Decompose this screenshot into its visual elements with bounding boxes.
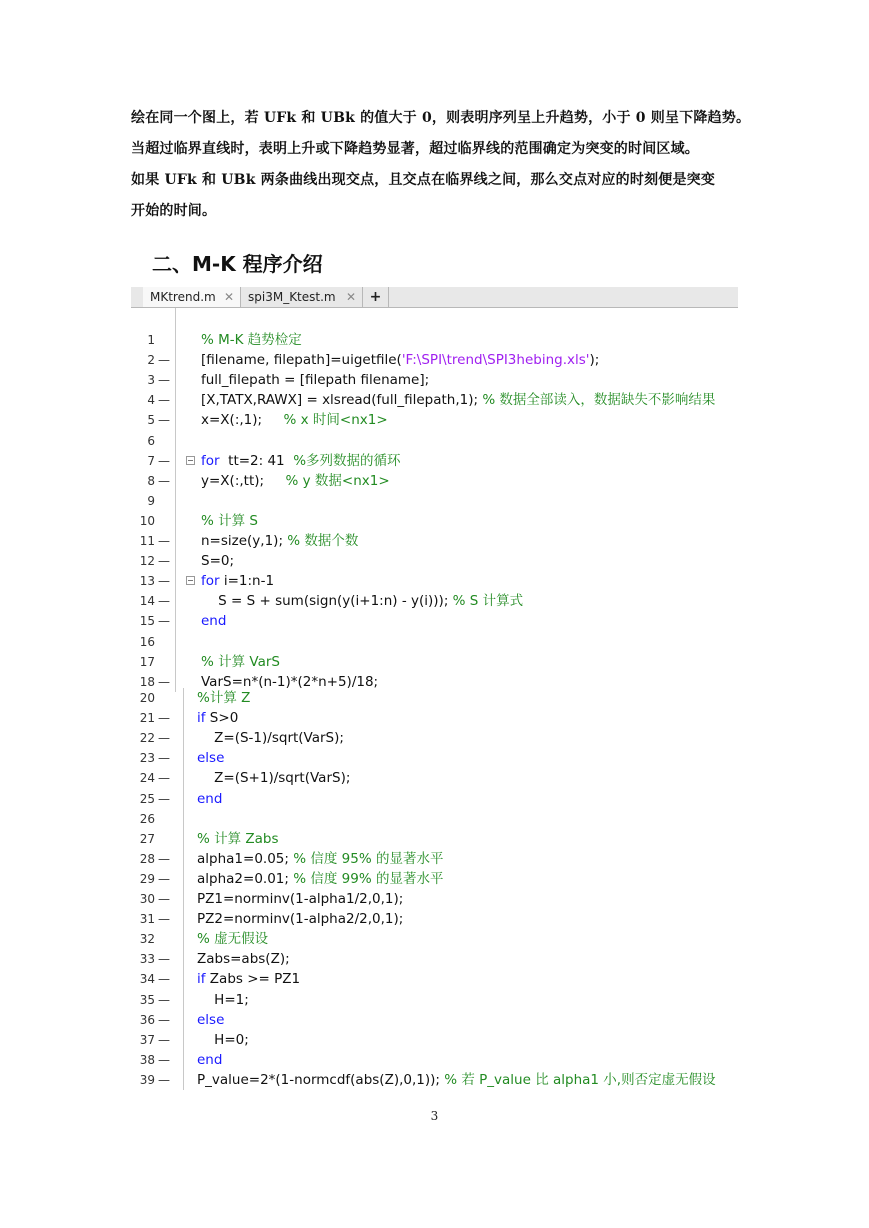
- code-text: [197, 829, 279, 849]
- code-keyword: else: [197, 750, 225, 767]
- tab-spi3m-ktest[interactable]: [241, 287, 363, 307]
- code-line[interactable]: [131, 929, 738, 949]
- code-string: 'F:\SPI\trend\SPI3hebing.xls': [401, 352, 590, 369]
- line-number: 7: [147, 453, 155, 468]
- code-comment: % y 数据<nx1>: [285, 472, 390, 489]
- breakpoint-marker[interactable]: —: [158, 711, 170, 726]
- code-comment: % 虚无假设: [197, 931, 269, 948]
- line-number: 2: [147, 353, 155, 368]
- line-number: 5: [147, 413, 155, 428]
- code-keyword: end: [197, 1051, 223, 1068]
- code-line[interactable]: [131, 748, 738, 768]
- code-line[interactable]: [131, 652, 738, 672]
- code-text: [201, 330, 302, 350]
- code-line[interactable]: [131, 451, 738, 471]
- code-text: [197, 909, 403, 929]
- code-comment: % M-K 趋势检定: [201, 332, 302, 348]
- code-text: [197, 1030, 249, 1050]
- code-line[interactable]: [131, 789, 738, 809]
- line-number: 10: [139, 513, 155, 528]
- breakpoint-marker[interactable]: —: [158, 353, 170, 368]
- code-line[interactable]: [131, 1010, 738, 1030]
- code-text: [197, 768, 350, 788]
- breakpoint-marker[interactable]: —: [158, 674, 170, 689]
- code-keyword: for: [201, 573, 220, 590]
- line-number: 3: [147, 373, 155, 388]
- breakpoint-marker[interactable]: —: [158, 731, 170, 746]
- line-number: 32: [139, 932, 155, 947]
- code-comment: % 计算 VarS: [201, 653, 280, 670]
- code-line[interactable]: [131, 370, 738, 390]
- code-line[interactable]: [131, 611, 738, 631]
- code-line[interactable]: [131, 849, 738, 869]
- line-number: 36: [139, 1012, 155, 1027]
- code-comment: % 若 P_value 比 alpha1 小,则否定虚无假设: [444, 1071, 716, 1088]
- line-number: 18: [139, 674, 155, 689]
- code-text: [197, 929, 268, 949]
- breakpoint-marker[interactable]: —: [158, 791, 170, 806]
- fold-toggle-icon[interactable]: [186, 576, 195, 585]
- line-number: 1: [147, 333, 155, 347]
- code-line[interactable]: [131, 431, 738, 451]
- code-keyword: end: [201, 613, 227, 630]
- code-block-1: [131, 308, 738, 690]
- code-token: tt=2: 41: [219, 452, 294, 469]
- code-comment: % 数据全部读入，数据缺失不影响结果: [482, 392, 716, 409]
- code-token: H=1;: [197, 991, 249, 1008]
- line-number: 35: [139, 992, 155, 1007]
- code-token: y=X(:,tt);: [201, 472, 286, 489]
- code-keyword: if: [197, 971, 206, 988]
- line-number: 20: [139, 691, 155, 705]
- code-keyword: else: [197, 1011, 225, 1028]
- code-text: [197, 1050, 222, 1070]
- code-line[interactable]: [131, 511, 738, 531]
- breakpoint-marker[interactable]: —: [158, 473, 170, 488]
- code-line[interactable]: [131, 632, 738, 652]
- code-comment: % S 计算式: [452, 593, 524, 610]
- code-text: [201, 410, 388, 430]
- code-token: full_filepath = [filepath filename];: [201, 372, 430, 389]
- code-token: n=size(y,1);: [201, 533, 288, 549]
- code-token: i=1:n-1: [219, 573, 275, 590]
- line-number: 9: [147, 493, 155, 508]
- code-comment: % 计算 S: [201, 512, 258, 529]
- breakpoint-marker[interactable]: —: [158, 771, 170, 786]
- breakpoint-marker[interactable]: —: [158, 1012, 170, 1027]
- code-token: S=0;: [201, 553, 235, 570]
- line-number: 23: [139, 751, 155, 766]
- breakpoint-marker[interactable]: —: [158, 574, 170, 589]
- code-token: PZ1=norminv(1-alpha1/2,0,1);: [197, 891, 404, 907]
- line-number: 38: [139, 1052, 155, 1067]
- close-icon[interactable]: ✕: [223, 290, 234, 304]
- code-text: [201, 571, 274, 591]
- code-line[interactable]: [131, 809, 738, 829]
- breakpoint-marker[interactable]: —: [158, 554, 170, 569]
- code-token: Zabs=abs(Z);: [197, 951, 290, 968]
- code-text: [197, 889, 403, 909]
- line-number: 8: [147, 473, 155, 488]
- code-token: P_value=2*(1-normcdf(abs(Z),0,1));: [197, 1071, 445, 1088]
- breakpoint-marker[interactable]: —: [158, 1072, 170, 1087]
- code-line[interactable]: [131, 1030, 738, 1050]
- code-text: [201, 551, 234, 571]
- code-text: [197, 849, 443, 869]
- code-line[interactable]: [131, 551, 738, 571]
- code-token: S>0: [205, 710, 239, 727]
- code-line[interactable]: [131, 350, 738, 370]
- line-number: 28: [139, 851, 155, 866]
- line-number: 34: [139, 972, 155, 987]
- line-number: 39: [139, 1072, 155, 1087]
- code-line[interactable]: [131, 410, 738, 430]
- code-text: [201, 611, 226, 631]
- code-line[interactable]: [131, 531, 738, 551]
- code-line[interactable]: [131, 889, 738, 909]
- breakpoint-marker[interactable]: —: [158, 614, 170, 629]
- code-text: [201, 451, 401, 471]
- code-comment: % x 时间<nx1>: [283, 412, 388, 429]
- code-text: [197, 1070, 716, 1090]
- line-number: 22: [139, 731, 155, 746]
- tab-label: MKtrend.m: [150, 290, 216, 304]
- breakpoint-marker[interactable]: —: [158, 453, 170, 468]
- paragraph-line: 开始的时间。: [131, 203, 217, 219]
- line-number: 25: [139, 791, 155, 806]
- paragraph-line: 当超过临界直线时，表明上升或下降趋势显著，超过临界线的范围确定为突变的时间区域。: [131, 141, 699, 157]
- tab-label: spi3M_Ktest.m: [248, 290, 336, 304]
- code-text: [197, 949, 290, 969]
- line-number: 17: [139, 654, 155, 669]
- line-number: 14: [139, 594, 155, 609]
- code-text: [197, 990, 249, 1010]
- code-text: [197, 728, 344, 748]
- breakpoint-marker[interactable]: —: [158, 851, 170, 866]
- line-number: 15: [139, 614, 155, 629]
- breakpoint-marker[interactable]: —: [158, 393, 170, 408]
- page-number: 3: [430, 1109, 439, 1123]
- breakpoint-marker[interactable]: —: [158, 871, 170, 886]
- breakpoint-marker[interactable]: —: [158, 992, 170, 1007]
- line-number: 27: [139, 831, 155, 846]
- code-token: VarS=n*(n-1)*(2*n+5)/18;: [201, 673, 379, 690]
- code-block-2: [131, 688, 738, 1098]
- code-line[interactable]: [131, 909, 738, 929]
- paragraph-line: 绘在同一个图上，若 UFk 和 UBk 的值大于 0，则表明序列呈上升趋势，小于 0 则呈下降趋势。: [131, 110, 751, 126]
- breakpoint-marker[interactable]: —: [158, 373, 170, 388]
- line-number: 37: [139, 1032, 155, 1047]
- breakpoint-marker[interactable]: —: [158, 972, 170, 987]
- code-comment: %多列数据的循环: [293, 452, 401, 469]
- code-text: [201, 531, 358, 551]
- code-text: [201, 591, 523, 611]
- code-line[interactable]: [131, 390, 738, 410]
- code-token: [filename, filepath]=uigetfile(: [201, 352, 402, 369]
- line-number: 29: [139, 871, 155, 886]
- code-keyword: for: [201, 452, 220, 469]
- code-text: [197, 688, 250, 708]
- code-token: x=X(:,1);: [201, 412, 284, 429]
- code-keyword: if: [197, 710, 206, 727]
- code-line[interactable]: [131, 571, 738, 591]
- code-token: Z=(S+1)/sqrt(VarS);: [197, 770, 351, 787]
- code-token: S = S + sum(sign(y(i+1:n) - y(i)));: [201, 593, 453, 610]
- fold-toggle-icon[interactable]: [186, 456, 195, 465]
- editor-tab-bar: [131, 287, 738, 308]
- code-comment: % 数据个数: [287, 533, 359, 549]
- breakpoint-marker[interactable]: —: [158, 892, 170, 906]
- breakpoint-marker[interactable]: —: [158, 912, 170, 927]
- breakpoint-marker[interactable]: —: [158, 413, 170, 428]
- line-number: 30: [139, 892, 155, 906]
- code-line[interactable]: [131, 969, 738, 989]
- code-text: [197, 969, 300, 989]
- code-token: H=0;: [197, 1031, 249, 1048]
- line-number: 12: [139, 554, 155, 569]
- code-text: [197, 708, 238, 728]
- paragraph-line: 如果 UFk 和 UBk 两条曲线出现交点，且交点在临界线之间，那么交点对应的时刻便是突变: [131, 172, 716, 188]
- code-comment: % 信度 95% 的显著水平: [293, 850, 444, 867]
- breakpoint-marker[interactable]: —: [158, 534, 170, 548]
- line-number: 11: [139, 534, 155, 548]
- breakpoint-marker[interactable]: —: [158, 952, 170, 967]
- code-line[interactable]: [131, 1070, 738, 1090]
- code-text: [201, 370, 429, 390]
- code-line[interactable]: [131, 990, 738, 1010]
- code-line[interactable]: [131, 591, 738, 611]
- line-number: 33: [139, 952, 155, 967]
- code-text: [197, 789, 222, 809]
- body-paragraph: [131, 103, 751, 227]
- line-number: 16: [139, 634, 155, 649]
- code-token: Z=(S-1)/sqrt(VarS);: [197, 730, 344, 747]
- code-line[interactable]: [131, 330, 738, 350]
- code-line[interactable]: [131, 688, 738, 708]
- code-editor: [131, 287, 738, 1098]
- code-text: [201, 350, 599, 370]
- line-number: 6: [147, 433, 155, 448]
- code-text: [201, 652, 280, 672]
- tab-mktrend[interactable]: [143, 287, 241, 307]
- code-text: [201, 511, 258, 531]
- code-token: [X,TATX,RAWX] = xlsread(full_filepath,1);: [201, 392, 483, 409]
- code-text: [197, 748, 224, 768]
- breakpoint-marker[interactable]: —: [158, 594, 170, 609]
- code-text: [197, 869, 443, 889]
- new-tab-button[interactable]: +: [363, 287, 389, 307]
- line-number: 26: [139, 811, 155, 826]
- code-text: [197, 1010, 224, 1030]
- code-comment: % 信度 99% 的显著水平: [293, 870, 444, 887]
- code-line[interactable]: [131, 708, 738, 728]
- code-line[interactable]: [131, 728, 738, 748]
- line-number: 24: [139, 771, 155, 786]
- line-number: 31: [139, 912, 155, 927]
- code-comment: %计算 Z: [197, 690, 251, 706]
- code-line[interactable]: [131, 491, 738, 511]
- line-number: 21: [139, 711, 155, 726]
- code-keyword: end: [197, 790, 223, 807]
- code-line[interactable]: [131, 1050, 738, 1070]
- breakpoint-marker[interactable]: —: [158, 751, 170, 766]
- code-line[interactable]: [131, 949, 738, 969]
- code-token: alpha1=0.05;: [197, 850, 294, 867]
- breakpoint-marker[interactable]: —: [158, 1032, 170, 1047]
- code-line[interactable]: [131, 768, 738, 788]
- line-number: 13: [139, 574, 155, 589]
- close-icon[interactable]: ✕: [345, 290, 356, 304]
- code-text: [201, 390, 715, 410]
- code-line[interactable]: [131, 829, 738, 849]
- code-line[interactable]: [131, 471, 738, 491]
- code-token: Zabs >= PZ1: [205, 971, 301, 988]
- code-comment: % 计算 Zabs: [197, 830, 279, 847]
- code-text: [201, 471, 390, 491]
- breakpoint-marker[interactable]: —: [158, 1052, 170, 1067]
- code-token: PZ2=norminv(1-alpha2/2,0,1);: [197, 911, 404, 928]
- line-number: 4: [147, 393, 155, 408]
- code-line[interactable]: [131, 869, 738, 889]
- section-heading: 二、M-K 程序介绍: [152, 252, 323, 276]
- code-token: alpha2=0.01;: [197, 870, 294, 887]
- code-token: );: [589, 352, 600, 369]
